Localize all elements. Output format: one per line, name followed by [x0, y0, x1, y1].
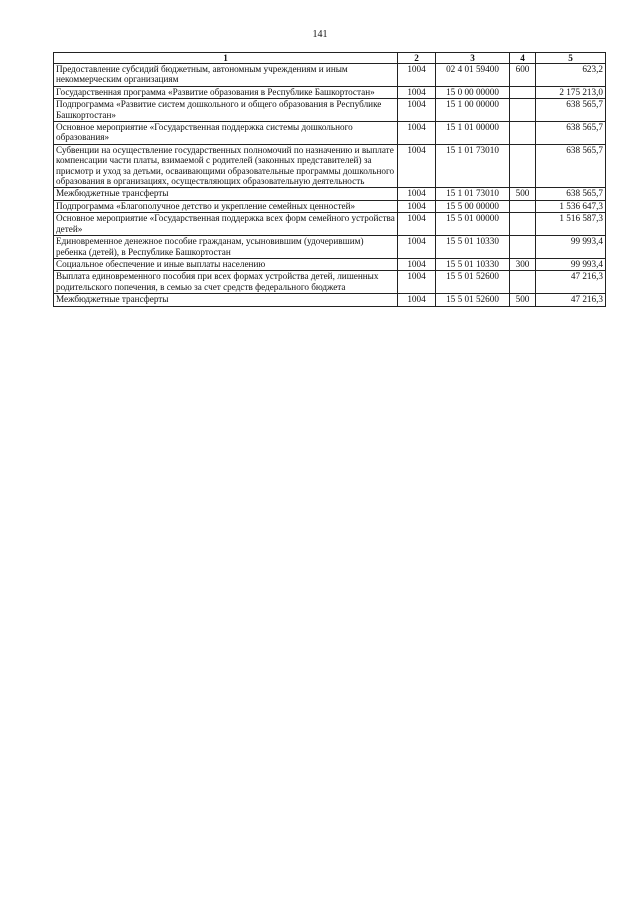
row-amount: 638 565,7 [536, 122, 606, 145]
row-amount: 1 516 587,3 [536, 213, 606, 236]
table-row [54, 200, 606, 212]
row-target: 15 5 01 00000 [436, 213, 510, 236]
budget-table [53, 52, 606, 307]
row-amount: 1 536 647,3 [536, 200, 606, 212]
row-type [510, 236, 536, 259]
row-type [510, 200, 536, 212]
row-amount: 2 175 213,0 [536, 86, 606, 98]
page-number: 141 [312, 29, 328, 40]
row-amount: 99 993,4 [536, 258, 606, 270]
row-section: 1004 [398, 236, 436, 259]
row-name: Межбюджетные трансферты [54, 188, 398, 200]
row-section: 1004 [398, 86, 436, 98]
row-section: 1004 [398, 144, 436, 188]
row-name: Субвенции на осуществление государственных полномочий по назначению и выплате компенсации части платы, взимаемой с родителей (законных представителей) за присмотр и уход за детьми, осваивающими образовательные программы дошкольного образования в организациях, осуществляющих образовательную деятельность [54, 144, 398, 188]
row-amount: 99 993,4 [536, 236, 606, 259]
row-section: 1004 [398, 122, 436, 145]
row-target: 15 5 01 52600 [436, 271, 510, 294]
row-type: 300 [510, 258, 536, 270]
row-name: Государственная программа «Развитие образования в Республике Башкортостан» [54, 86, 398, 98]
row-amount: 47 216,3 [536, 271, 606, 294]
table-row [54, 99, 606, 122]
table-row [54, 271, 606, 294]
row-type [510, 144, 536, 188]
row-section: 1004 [398, 258, 436, 270]
row-type [510, 122, 536, 145]
row-name: Основное мероприятие «Государственная поддержка системы дошкольного образования» [54, 122, 398, 145]
row-amount: 47 216,3 [536, 294, 606, 306]
row-name: Единовременное денежное пособие гражданам, усыновившим (удочерившим) ребенка (детей), в Республике Башкортостан [54, 236, 398, 259]
table-row [54, 144, 606, 188]
row-section: 1004 [398, 294, 436, 306]
row-target: 15 5 01 10330 [436, 258, 510, 270]
table-row [54, 236, 606, 259]
row-target: 15 1 01 73010 [436, 144, 510, 188]
row-type: 500 [510, 294, 536, 306]
row-section: 1004 [398, 64, 436, 87]
table-row [54, 188, 606, 200]
row-type [510, 213, 536, 236]
table-row [54, 64, 606, 87]
row-type [510, 86, 536, 98]
row-target: 15 1 01 00000 [436, 122, 510, 145]
row-target: 15 0 00 00000 [436, 86, 510, 98]
row-amount: 623,2 [536, 64, 606, 87]
table-row [54, 86, 606, 98]
column-header-section: 2 [398, 53, 436, 64]
row-name: Социальное обеспечение и иные выплаты населению [54, 258, 398, 270]
row-target: 15 5 01 52600 [436, 294, 510, 306]
row-name: Выплата единовременного пособия при всех формах устройства детей, лишенных родительского попечения, в семью за счет средств федерального бюджета [54, 271, 398, 294]
row-amount: 638 565,7 [536, 144, 606, 188]
column-header-target: 3 [436, 53, 510, 64]
table-row [54, 294, 606, 306]
row-type [510, 271, 536, 294]
row-section: 1004 [398, 213, 436, 236]
row-name: Межбюджетные трансферты [54, 294, 398, 306]
table-row [54, 213, 606, 236]
table-header-row [54, 53, 606, 64]
table-row [54, 122, 606, 145]
row-section: 1004 [398, 271, 436, 294]
table-row [54, 258, 606, 270]
row-section: 1004 [398, 188, 436, 200]
row-section: 1004 [398, 99, 436, 122]
row-name: Предоставление субсидий бюджетным, автономным учреждениям и иным некоммерческим организациям [54, 64, 398, 87]
column-header-name: 1 [54, 53, 398, 64]
row-type: 600 [510, 64, 536, 87]
row-target: 02 4 01 59400 [436, 64, 510, 87]
row-name: Подпрограмма «Развитие систем дошкольного и общего образования в Республике Башкортостан» [54, 99, 398, 122]
row-target: 15 5 00 00000 [436, 200, 510, 212]
row-type [510, 99, 536, 122]
row-target: 15 1 00 00000 [436, 99, 510, 122]
row-type: 500 [510, 188, 536, 200]
column-header-type: 4 [510, 53, 536, 64]
row-target: 15 1 01 73010 [436, 188, 510, 200]
row-name: Подпрограмма «Благополучное детство и укрепление семейных ценностей» [54, 200, 398, 212]
row-section: 1004 [398, 200, 436, 212]
row-target: 15 5 01 10330 [436, 236, 510, 259]
column-header-amount: 5 [536, 53, 606, 64]
row-amount: 638 565,7 [536, 188, 606, 200]
row-name: Основное мероприятие «Государственная поддержка всех форм семейного устройства детей» [54, 213, 398, 236]
row-amount: 638 565,7 [536, 99, 606, 122]
